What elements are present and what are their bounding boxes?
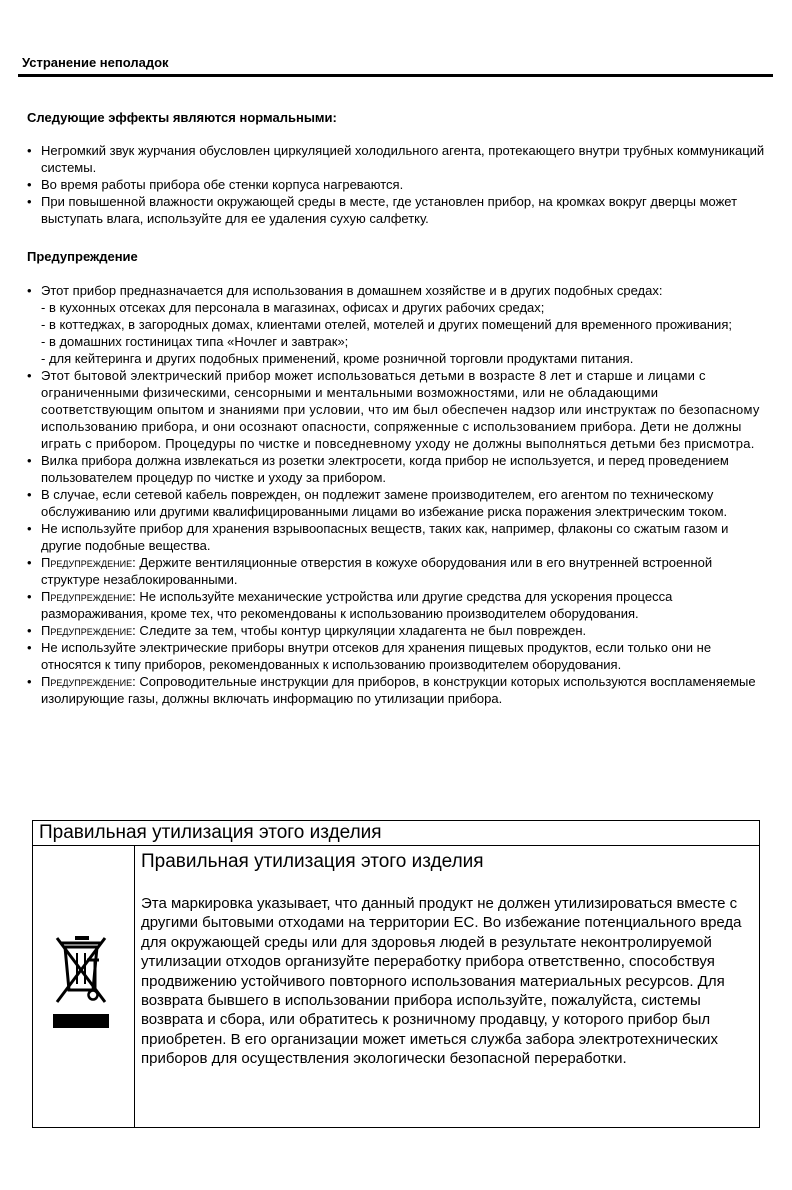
- list-item: • Не используйте прибор для хранения взрывоопасных веществ, таких как, например, флаконы со сжатым газом и другие подобные вещества.: [27, 520, 767, 554]
- list-item: • Не используйте электрические приборы внутри отсеков для хранения пищевых продуктов, если только они не относятся к типу приборов, рекомендованных к использованию производителем оборудования.: [27, 639, 767, 673]
- crossed-out-wheelie-bin-icon: [51, 934, 115, 1034]
- header-divider: [18, 74, 773, 77]
- list-item: • При повышенной влажности окружающей среды в месте, где установлен прибор, на кромках вокруг дверцы может выступать влага, используйте для ее удаления сухую салфетку.: [27, 193, 767, 227]
- use-sub-item: - для кейтеринга и других подобных применений, кроме розничной торговли продуктами питания.: [41, 351, 634, 366]
- warning-heading: Предупреждение: [27, 249, 138, 264]
- warning-prefix: Предупреждение:: [41, 674, 136, 689]
- disposal-info-box: [32, 820, 760, 1128]
- list-item: [27, 622, 767, 639]
- page-header-title: Устранение неполадок: [22, 55, 169, 70]
- list-item: • Этот бытовой электрический прибор может использоваться детьми в возрасте 8 лет и старше и лицами с ограниченными физическими, сенсорными и ментальными возможностями, или не обладающими соответствующим опытом и знаниями при условии, что им был обеспечен надзор или инструктаж по безопасному использованию прибора, и они осознают опасности, сопряженные с использованием прибора. Дети не должны играть с прибором. Процедуры по чистке и повседневному уходу не должны выполняться детьми без присмотра.: [27, 367, 767, 452]
- list-item: • Негромкий звук журчания обусловлен циркуляцией холодильного агента, протекающего внутри трубных коммуникаций системы.: [27, 142, 767, 176]
- warning-text: Держите вентиляционные отверстия в кожухе оборудования или в его внутренней встроенной структуре незаблокированными.: [41, 555, 713, 587]
- list-item: [27, 588, 767, 622]
- warning-text: Следите за тем, чтобы контур циркуляции хладагента не был поврежден.: [139, 623, 587, 638]
- use-intro-text: Этот прибор предназначается для использования в домашнем хозяйстве и в других подобных средах:: [41, 283, 663, 298]
- disposal-box-title: Правильная утилизация этого изделия: [33, 821, 759, 846]
- warning-text: Сопроводительные инструкции для приборов, в конструкции которых используются воспламеняемые изолирующие газы, должны включать информацию по утилизации прибора.: [41, 674, 756, 706]
- warning-prefix: Предупреждение:: [41, 589, 136, 604]
- use-sub-item: - в коттеджах, в загородных домах, клиентами отелей, мотелей и других помещений для временного проживания;: [41, 317, 732, 332]
- warning-prefix: Предупреждение:: [41, 555, 136, 570]
- list-item: • Во время работы прибора обе стенки корпуса нагреваются.: [27, 176, 767, 193]
- list-item: [27, 282, 767, 367]
- use-sub-item: - в домашних гостиницах типа «Ночлег и завтрак»;: [41, 334, 349, 349]
- disposal-icon-column: [33, 846, 135, 1128]
- disposal-subtitle: Правильная утилизация этого изделия: [141, 851, 484, 872]
- list-item: • Вилка прибора должна извлекаться из розетки электросети, когда прибор не используется, и перед проведением пользователем процедур по чистке и уходу за прибором.: [27, 452, 767, 486]
- disposal-description: Эта маркировка указывает, что данный продукт не должен утилизироваться вместе с другими бытовыми отходами на территории ЕС. Во избежание потенциального вреда для окружающей среды или для здоровья людей в результате неконтролируемой утилизации отходов организуйте переработку прибора ответственно, способствуя продвижению устойчивого повторного использования материальных ресурсов. Для возврата бывшего в использовании прибора используйте, пожалуйста, системы возврата и сбора, или обратитесь к розничному продавцу, у которого прибор был приобретен. В его организации может иметься служба забора электротехнических приборов для осуществления экологически безопасной переработки.: [141, 895, 742, 1068]
- warning-list: [27, 282, 767, 707]
- disposal-text-column: [141, 850, 753, 1069]
- list-item: [27, 673, 767, 707]
- normal-effects-list: [27, 142, 767, 227]
- normal-effects-heading: Следующие эффекты являются нормальными:: [27, 110, 337, 125]
- list-item: • В случае, если сетевой кабель поврежден, он подлежит замене производителем, его агентом по техническому обслуживанию или другими квалифицированными лицами во избежание риска поражения электрическим током.: [27, 486, 767, 520]
- disposal-box-body: [33, 846, 759, 1128]
- list-item: [27, 554, 767, 588]
- use-sub-item: - в кухонных отсеках для персонала в магазинах, офисах и других рабочих средах;: [41, 300, 545, 315]
- warning-text: Не используйте механические устройства или другие средства для ускорения процесса размораживания, кроме тех, что рекомендованы к использованию производителем оборудования.: [41, 589, 673, 621]
- warning-prefix: Предупреждение:: [41, 623, 136, 638]
